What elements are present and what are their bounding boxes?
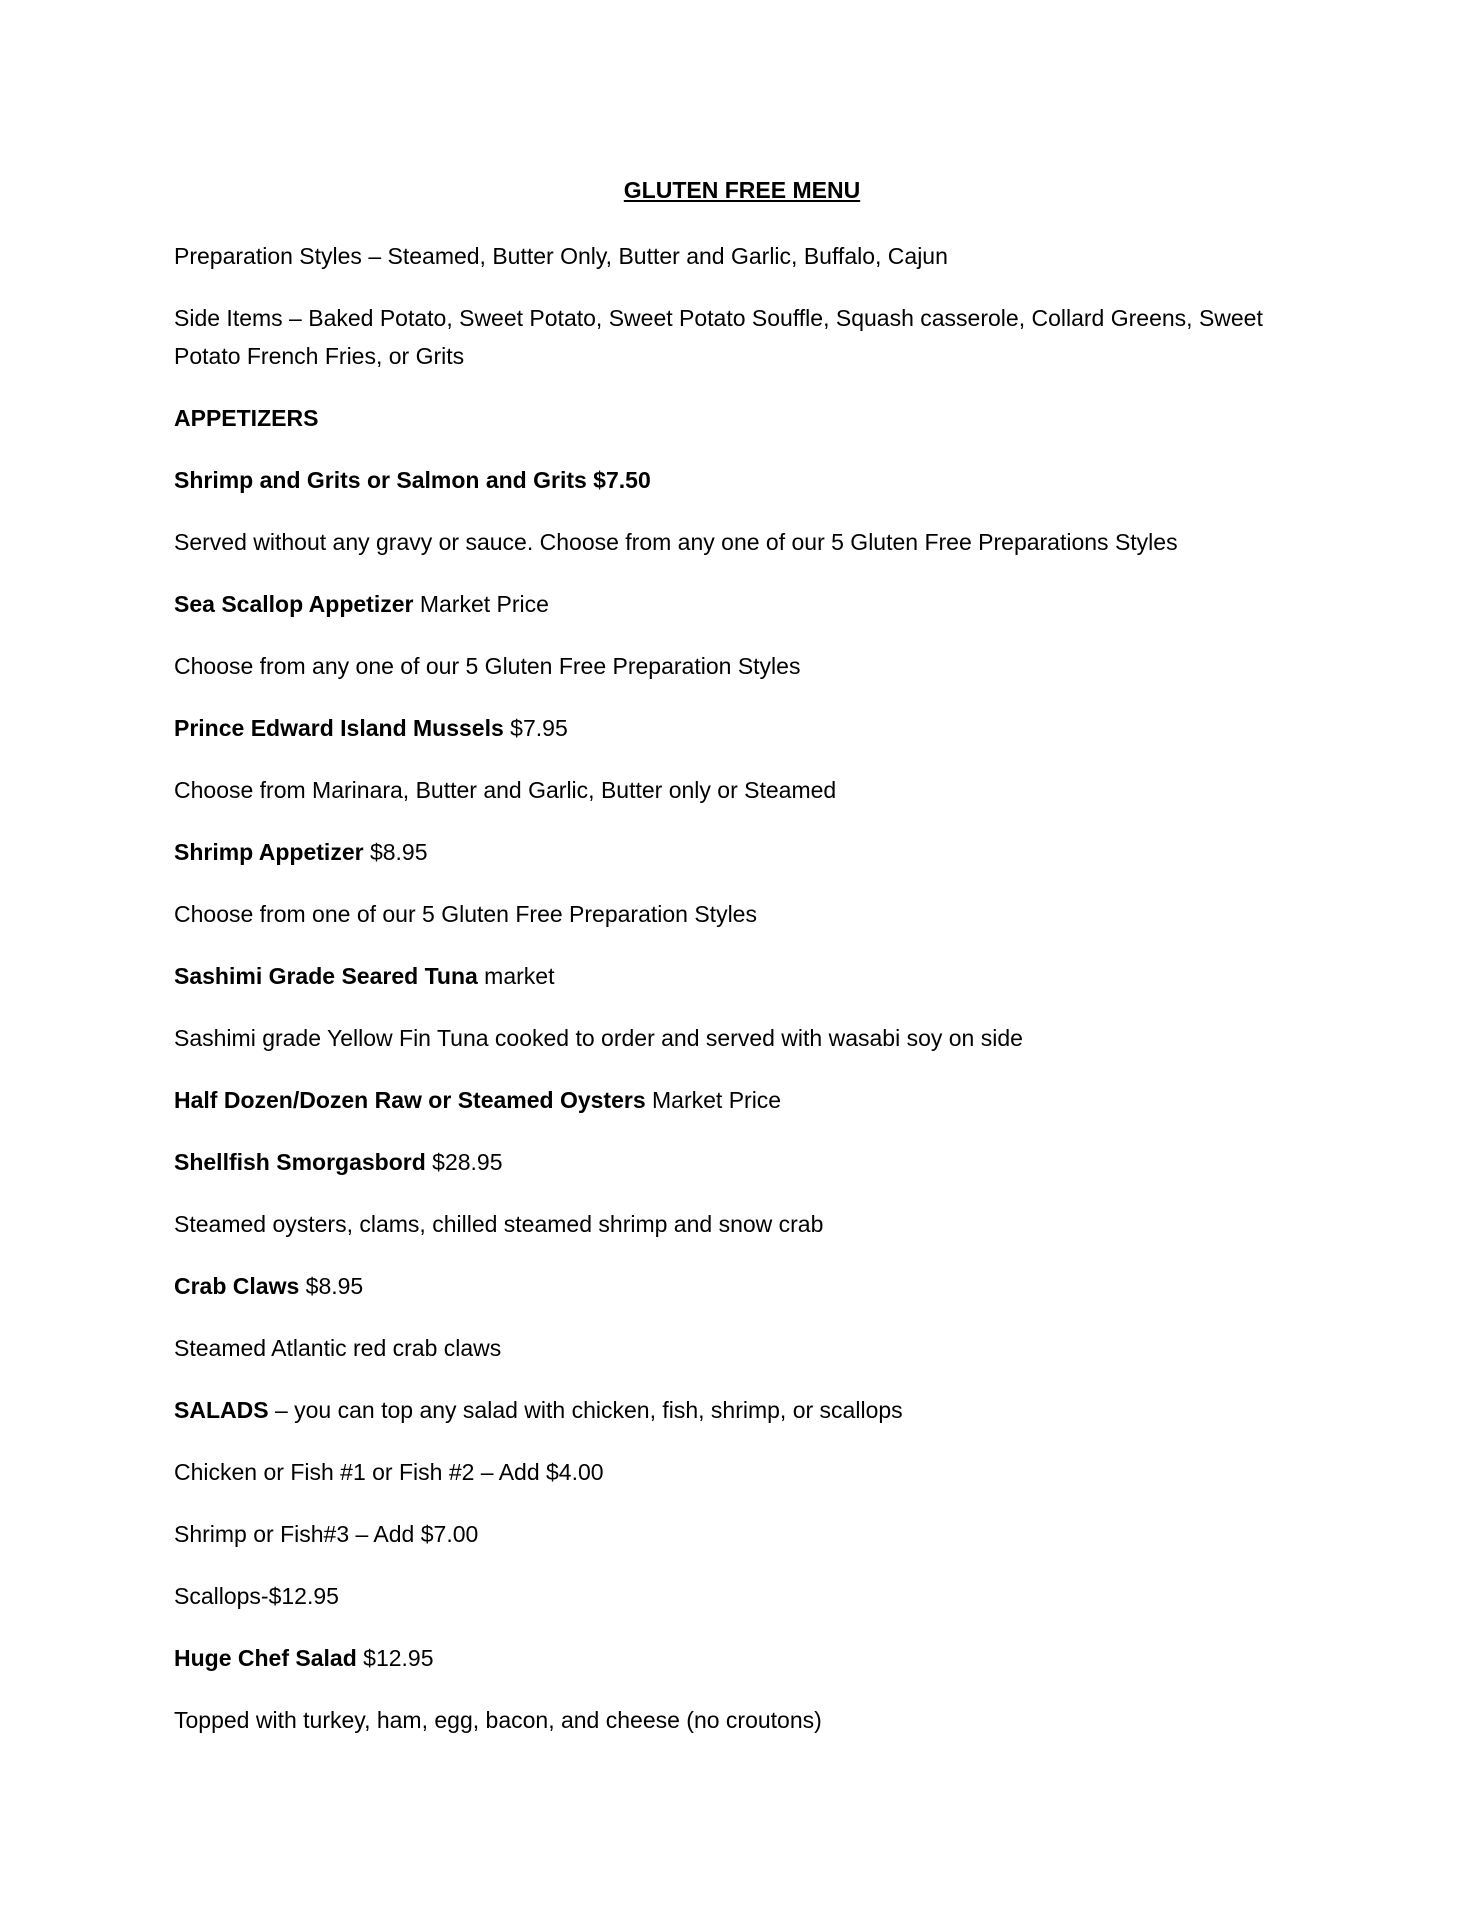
appetizers-heading: APPETIZERS [174, 405, 319, 431]
salad-addon: Shrimp or Fish#3 – Add $7.00 [174, 1521, 479, 1547]
salads-heading [174, 1391, 1320, 1429]
menu-item-description: Choose from Marinara, Butter and Garlic, Butter only or Steamed [174, 777, 837, 803]
item-price: $28.95 [425, 1149, 503, 1175]
item-name: Shellfish Smorgasbord [174, 1149, 426, 1175]
menu-content [174, 237, 1320, 1763]
side-items: Side Items – Baked Potato, Sweet Potato, Sweet Potato Souffle, Squash casserole, Collard Greens, Sweet Potato French Fries, or Grits [174, 305, 1263, 369]
menu-item-title [174, 1143, 1320, 1181]
item-price: market [477, 963, 555, 989]
menu-item-description: Served without any gravy or sauce. Choose from any one of our 5 Gluten Free Preparations Styles [174, 529, 1178, 555]
item-name: Prince Edward Island Mussels [174, 715, 504, 741]
item-price: Market Price [413, 591, 549, 617]
item-price: $8.95 [363, 839, 428, 865]
menu-item-description: Sashimi grade Yellow Fin Tuna cooked to order and served with wasabi soy on side [174, 1025, 1023, 1051]
page-title: GLUTEN FREE MENU [623, 177, 861, 203]
item-price: Market Price [645, 1087, 782, 1113]
item-name: Shrimp and Grits or Salmon and Grits $7.50 [174, 467, 651, 493]
menu-item-description: Choose from any one of our 5 Gluten Free Preparation Styles [174, 653, 801, 679]
item-price: $7.95 [503, 715, 568, 741]
menu-item-title [174, 1639, 1320, 1677]
item-name: Half Dozen/Dozen Raw or Steamed Oysters [174, 1087, 646, 1113]
menu-item-description: Steamed oysters, clams, chilled steamed shrimp and snow crab [174, 1211, 824, 1237]
menu-item-description: Topped with turkey, ham, egg, bacon, and cheese (no croutons) [174, 1707, 822, 1733]
salad-addon: Chicken or Fish #1 or Fish #2 – Add $4.00 [174, 1459, 604, 1485]
preparation-styles: Preparation Styles – Steamed, Butter Only, Butter and Garlic, Buffalo, Cajun [174, 243, 948, 269]
item-price: $12.95 [356, 1645, 434, 1671]
item-name: Crab Claws [174, 1273, 300, 1299]
item-name: Sashimi Grade Seared Tuna [174, 963, 478, 989]
menu-item-title [174, 957, 1320, 995]
menu-item-title [174, 709, 1320, 747]
menu-item-description: Choose from one of our 5 Gluten Free Preparation Styles [174, 901, 757, 927]
menu-item-title [174, 1081, 1320, 1119]
salads-note: – you can top any salad with chicken, fish, shrimp, or scallops [268, 1397, 903, 1423]
item-name: Shrimp Appetizer [174, 839, 364, 865]
salads-title: SALADS [174, 1397, 269, 1423]
item-price: $8.95 [299, 1273, 364, 1299]
menu-item-title [174, 833, 1320, 871]
menu-item-title [174, 585, 1320, 623]
menu-item-title [174, 1267, 1320, 1305]
menu-item-title [174, 461, 1320, 499]
salad-addon: Scallops-$12.95 [174, 1583, 339, 1609]
item-name: Sea Scallop Appetizer [174, 591, 414, 617]
item-name: Huge Chef Salad [174, 1645, 357, 1671]
menu-item-description: Steamed Atlantic red crab claws [174, 1335, 502, 1361]
